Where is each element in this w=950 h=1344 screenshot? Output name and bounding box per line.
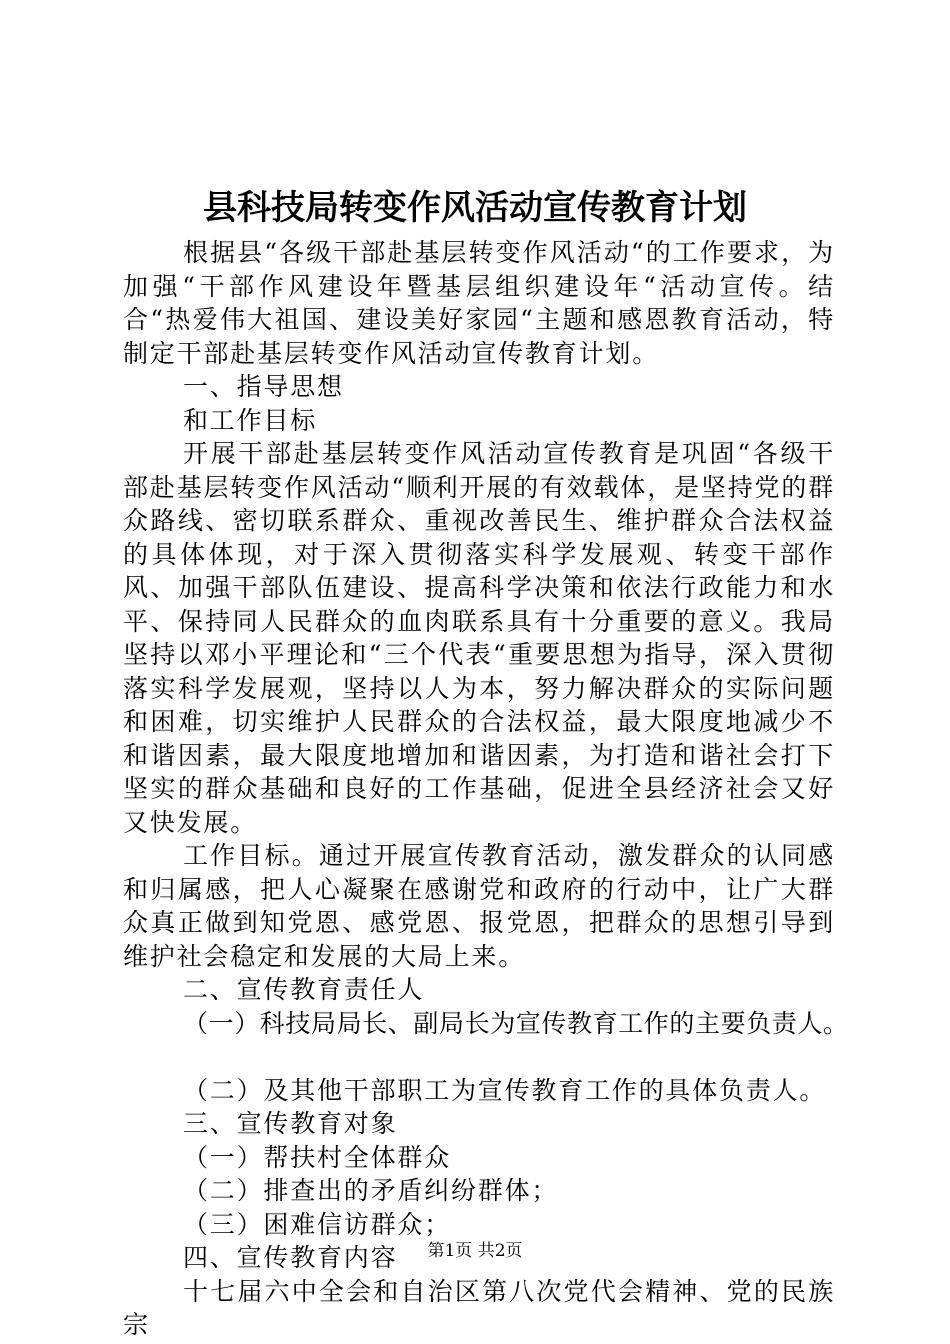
heading-education-content: 四、宣传教育内容: [183, 1243, 398, 1272]
document-title: 县科技局转变作风活动宣传教育计划: [203, 188, 747, 228]
paragraph-guiding-thought: 开展干部赴基层转变作风活动宣传教育是巩固“各级干部赴基层转变作风活动“顺利开展的有效载体，是坚持党的群众路线、密切联系群众、重视改善民生、维护群众合法权益的具体体现，对于深入贯彻落实科学发展观、转变干部作风、加强干部队伍建设、提高科学决策和依法行政能力和水平、保持同人民群众的血肉联系具有十分重要的意义。我局坚持以邓小平理论和“三个代表“重要思想为指导，深入贯彻落实科学发展观，坚持以人为本，努力解决群众的实际问题和困难，切实维护人民群众的合法权益，最大限度地减少不和谐因素，最大限度地增加和谐因素，为打造和谐社会打下坚实的群众基础和良好的工作基础，促进全县经济社会又好又快发展。: [123, 439, 835, 837]
heading-work-goals: 和工作目标: [183, 405, 318, 435]
heading-guiding-thought: 一、指导思想: [183, 372, 344, 401]
list-item-responsible-2: （二）及其他干部职工为宣传教育工作的具体负责人。: [183, 1075, 827, 1105]
list-item-target-1: （一）帮扶村全体群众: [183, 1142, 452, 1172]
list-item-target-3: （三）困难信访群众；: [183, 1209, 452, 1239]
list-item-responsible-1: （一）科技局局长、副局长为宣传教育工作的主要负责人。: [183, 1008, 849, 1038]
document-body: [123, 236, 849, 1342]
page-number-footer: 第1页 共2页: [427, 1241, 523, 1261]
list-item-target-2: （二）排查出的矛盾纠纷群体；: [183, 1176, 559, 1205]
paragraph-education-content: 十七届六中全会和自治区第八次党代会精神、党的民族宗: [123, 1276, 835, 1339]
heading-education-targets: 三、宣传教育对象: [183, 1109, 398, 1138]
paragraph-work-goals: 工作目标。通过开展宣传教育活动，激发群众的认同感和归属感，把人心凝聚在感谢党和政府的行动中，让广大群众真正做到知党恩、感党恩、报党恩，把群众的思想引导到维护社会稳定和发展的大局上来。: [123, 841, 835, 971]
heading-responsible-persons: 二、宣传教育责任人: [183, 975, 425, 1004]
paragraph-intro: 根据县“各级干部赴基层转变作风活动“的工作要求，为加强“干部作风建设年暨基层组织建设年“活动宣传。结合“热爱伟大祖国、建设美好家园“主题和感恩教育活动，特制定干部赴基层转变作风活动宣传教育计划。: [123, 238, 835, 368]
